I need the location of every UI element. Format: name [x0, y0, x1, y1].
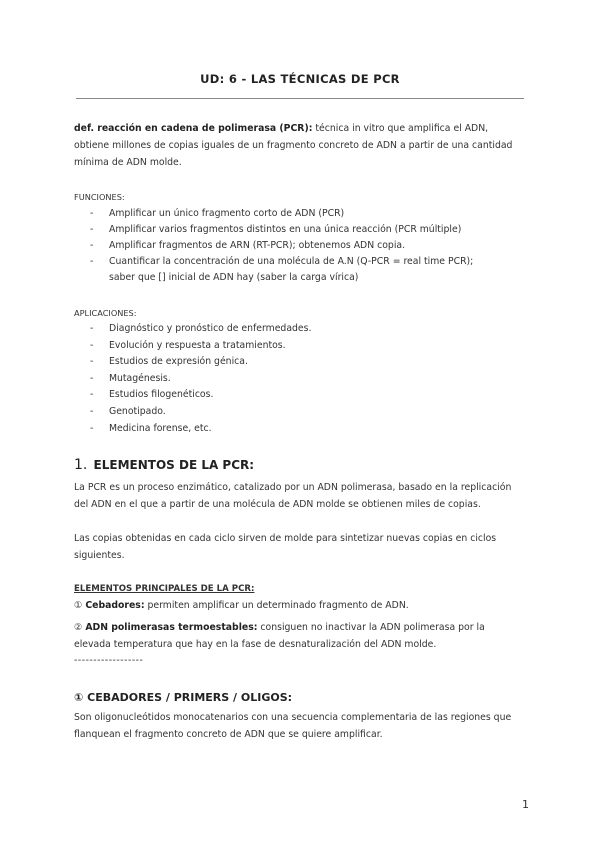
section-paragraph: Las copias obtenidas en cada ciclo sirven de molde para sintetizar nuevas copias en ciclos siguientes.: [74, 533, 497, 561]
funciones-item-text: saber que [] inicial de ADN hay (saber la carga vírica): [109, 272, 359, 283]
funciones-item-text: Amplificar fragmentos de ARN (RT-PCR); obtenemos ADN copia.: [109, 240, 406, 251]
aplicaciones-item-text: Genotipado.: [109, 406, 166, 417]
bullet-dash: -: [90, 340, 94, 351]
definition-term: def. reacción en cadena de polimerasa (PCR):: [74, 123, 313, 134]
aplicaciones-item-text: Medicina forense, etc.: [109, 423, 212, 434]
aplicaciones-item-text: Estudios filogenéticos.: [109, 389, 214, 400]
funciones-item-text: Amplificar un único fragmento corto de ADN (PCR): [109, 208, 345, 219]
elemento-item: [74, 619, 524, 653]
page-title: UD: 6 - LAS TÉCNICAS DE PCR: [200, 72, 400, 86]
bullet-dash: -: [90, 389, 94, 400]
title-divider: [76, 98, 524, 99]
section-heading: [74, 691, 292, 704]
elementos-heading-text: ELEMENTOS PRINCIPALES DE LA PCR:: [74, 584, 255, 594]
bullet-dash: -: [90, 406, 94, 417]
funciones-item-text: Amplificar varios fragmentos distintos en una única reacción (PCR múltiple): [109, 224, 462, 235]
aplicaciones-item-text: Estudios de expresión génica.: [109, 356, 248, 367]
bullet-dash: -: [90, 373, 94, 384]
bullet-dash: -: [90, 224, 94, 235]
funciones-item-text: Cuantificar la concentración de una molécula de A.N (Q-PCR = real time PCR);: [109, 256, 474, 267]
elemento-term: Cebadores:: [85, 600, 145, 611]
circled-number: ①: [74, 691, 84, 704]
section-heading: [74, 457, 254, 473]
bullet-dash: -: [90, 356, 94, 367]
aplicaciones-item-text: Mutagénesis.: [109, 373, 171, 384]
circled-number: ①: [74, 600, 83, 611]
page-number: 1: [522, 798, 529, 811]
circled-number: ②: [74, 622, 83, 633]
elemento-text: permiten amplificar un determinado fragmento de ADN.: [144, 600, 409, 611]
aplicaciones-heading: APLICACIONES:: [74, 308, 137, 318]
bullet-dash: -: [90, 323, 94, 334]
section-heading-text: ELEMENTOS DE LA PCR:: [93, 458, 255, 472]
elemento-term: ADN polimerasas termoestables:: [85, 622, 258, 633]
cebadores-paragraph: Son oligonucleótidos monocatenarios con una secuencia complementaria de las regiones que flanquean el fragmento concreto de ADN que se quiere amplificar.: [74, 712, 512, 740]
elementos-heading: [74, 582, 254, 596]
definition-paragraph: [74, 120, 524, 171]
elemento-text: consiguen no inactivar la ADN polimerasa por la elevada temperatura que hay en la fase de desnaturalización del ADN molde.: [74, 622, 485, 650]
definition-text: técnica in vitro que amplifica el ADN, obtiene millones de copias iguales de un fragmento concreto de ADN a partir de una cantidad mínima de ADN molde.: [74, 123, 513, 168]
funciones-heading: FUNCIONES:: [74, 192, 125, 202]
bullet-dash: -: [90, 423, 94, 434]
elemento-item: [74, 599, 409, 613]
aplicaciones-item-text: Evolución y respuesta a tratamientos.: [109, 340, 286, 351]
section-number: 1.: [74, 457, 88, 473]
bullet-dash: -: [90, 240, 94, 251]
section-paragraph: La PCR es un proceso enzimático, catalizado por un ADN polimerasa, basado en la replicación del ADN en el que a partir de una molécula de ADN molde se obtienen miles de copias.: [74, 482, 512, 510]
bullet-dash: -: [90, 208, 94, 219]
bullet-dash: -: [90, 256, 94, 267]
separator-line: ------------------: [74, 655, 144, 666]
aplicaciones-item-text: Diagnóstico y pronóstico de enfermedades.: [109, 323, 312, 334]
section-heading-text: CEBADORES / PRIMERS / OLIGOS:: [87, 691, 293, 704]
